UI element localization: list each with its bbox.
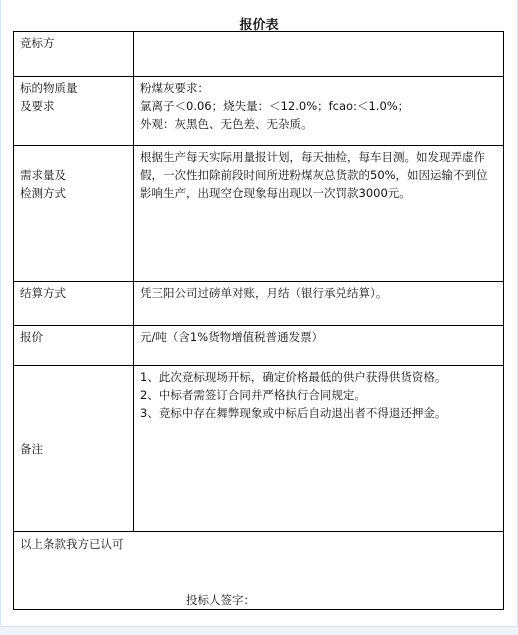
acknowledgement-text: 以上条款我方已认可 <box>20 537 124 551</box>
quotation-table <box>13 31 504 610</box>
table-row-remarks <box>14 366 504 532</box>
value-settlement: 凭三阳公司过磅单对账，月结（银行承兑结算）。 <box>134 282 504 326</box>
value-remarks: 1、此次竞标现场开标，确定价格最低的供户获得供货资格。 2、中标者需签订合同并严格执行合同规定。 3、竞标中存在舞弊现象或中标后自动退出者不得退还押金。 <box>134 366 504 532</box>
label-quality: 标的物质量 及要求 <box>14 77 134 146</box>
label-remarks: 备注 <box>14 366 134 532</box>
label-demand: 需求量及 检测方式 <box>14 146 134 282</box>
table-row-acknowledgement <box>14 532 504 610</box>
table-row-price <box>14 326 504 366</box>
label-settlement: 结算方式 <box>14 282 134 326</box>
label-price: 报价 <box>14 326 134 366</box>
table-row-settlement <box>14 282 504 326</box>
value-demand: 根据生产每天实际用量报计划，每天抽检，每车目测。如发现弄虚作假，一次性扣除前段时间所进粉煤灰总货款的50%，如因运输不到位影响生产，出现空仓现象每出现以一次罚款3000元。 <box>134 146 504 282</box>
label-bidder: 竞标方 <box>14 32 134 77</box>
value-quality: 粉煤灰要求： 氯离子＜0.06；烧失量：＜12.0%；fcao:＜1.0%； 外观：灰黑色、无色差、无杂质。 <box>134 77 504 146</box>
table-row-demand <box>14 146 504 282</box>
document-title: 报价表 <box>239 18 279 33</box>
acknowledgement-cell <box>14 532 504 610</box>
table-row-quality <box>14 77 504 146</box>
table-row-bidder <box>14 32 504 77</box>
value-price: 元/吨（含1%货物增值税普通发票） <box>134 326 504 366</box>
signature-label: 投标人签字： <box>186 593 255 607</box>
value-bidder <box>134 32 504 77</box>
